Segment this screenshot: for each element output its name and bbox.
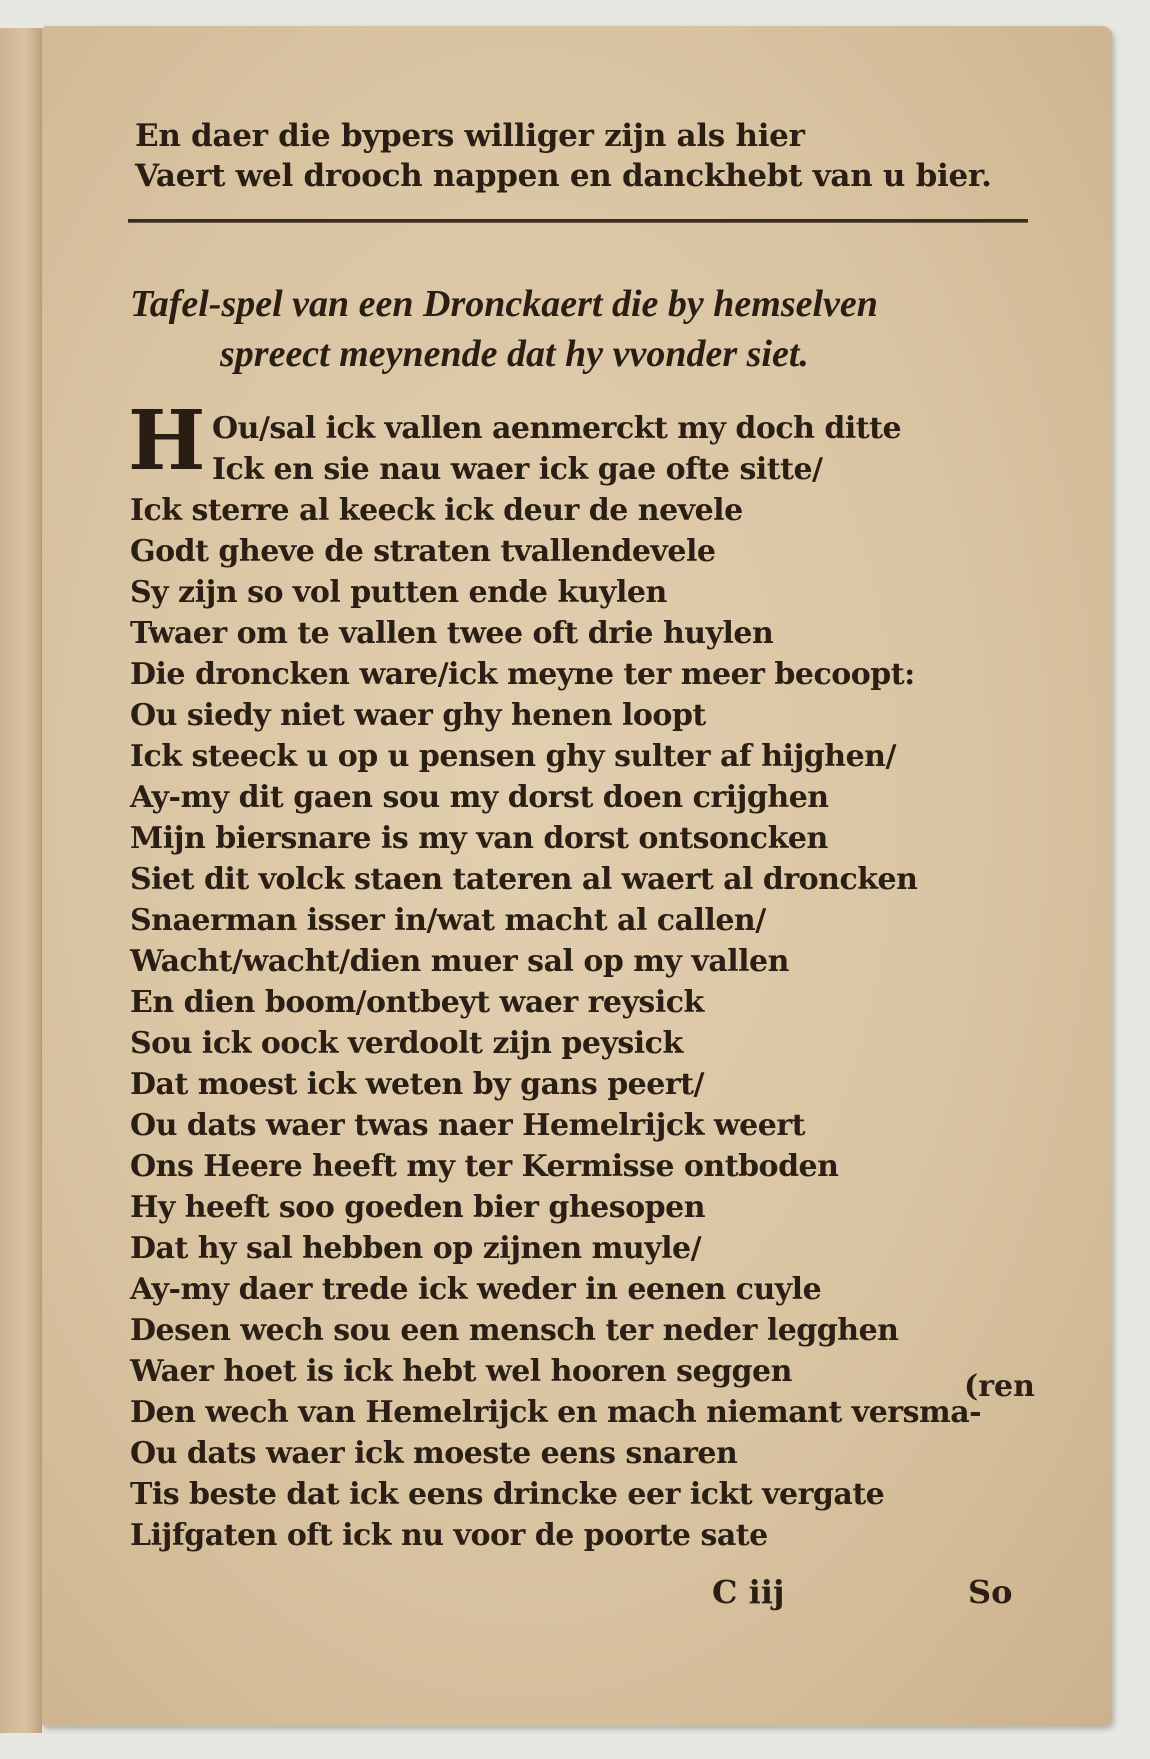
verse-line-7: Die droncken ware/ick meyne ter meer becoopt: — [130, 657, 915, 692]
verse-line-22: Ay-my daer trede ick weder in eenen cuyle — [130, 1272, 822, 1307]
verse-line-8: Ou siedy niet waer ghy henen loopt — [130, 698, 706, 733]
previous-page-edge — [0, 28, 42, 1733]
verse-line-3: Ick sterre al keeck ick deur de nevele — [130, 493, 743, 528]
catchword: So — [968, 1573, 1013, 1611]
poem-title-line-1: Tafel-spel van een Dronckaert die by hemselven — [130, 283, 878, 325]
verse-line-19: Ons Heere heeft my ter Kermisse ontboden — [130, 1149, 839, 1184]
verse-line-1: Ou/sal ick vallen aenmerckt my doch ditte — [212, 411, 902, 446]
verse-line-23: Desen wech sou een mensch ter neder legghen — [130, 1313, 899, 1348]
carryover-line-1: En daer die bypers williger zijn als hier — [135, 118, 805, 154]
drop-cap-initial: H — [128, 393, 206, 489]
verse-line-26: Ou dats waer ick moeste eens snaren — [130, 1436, 738, 1471]
verse-line-21: Dat hy sal hebben op zijnen muyle/ — [130, 1231, 702, 1266]
verse-line-17: Dat moest ick weten by gans peert/ — [130, 1067, 704, 1102]
verse-line-24: Waer hoet is ick hebt wel hooren seggen — [130, 1354, 792, 1389]
verse-line-10: Ay-my dit gaen sou my dorst doen crijghen — [130, 780, 829, 815]
poem-title-line-2: spreect meynende dat hy vvonder siet. — [220, 333, 809, 375]
verse-line-18: Ou dats waer twas naer Hemelrijck weert — [130, 1108, 806, 1143]
verse-line-6: Twaer om te vallen twee oft drie huylen — [130, 616, 774, 651]
verse-line-11: Mijn biersnare is my van dorst ontsoncken — [130, 821, 828, 856]
verse-line-12: Siet dit volck staen tateren al waert al droncken — [130, 862, 918, 897]
section-divider-rule — [128, 219, 1028, 223]
carryover-line-2: Vaert wel drooch nappen en danckhebt van u bier. — [135, 158, 992, 194]
verse-line-5: Sy zijn so vol putten ende kuylen — [130, 575, 667, 610]
verse-line-13: Snaerman isser in/wat macht al callen/ — [130, 903, 766, 938]
verse-line-2: Ick en sie nau waer ick gae ofte sitte/ — [212, 452, 823, 487]
verse-line-20: Hy heeft soo goeden bier ghesopen — [130, 1190, 706, 1225]
turned-line-fragment: (ren — [964, 1369, 1035, 1404]
verse-line-16: Sou ick oock verdoolt zijn peysick — [130, 1026, 683, 1061]
verse-line-25: Den wech van Hemelrijck en mach niemant versma- — [130, 1395, 982, 1430]
signature-mark: C iij — [712, 1573, 785, 1611]
verse-line-14: Wacht/wacht/dien muer sal op my vallen — [130, 944, 789, 979]
verse-line-9: Ick steeck u op u pensen ghy sulter af hijghen/ — [130, 739, 896, 774]
verse-line-27: Tis beste dat ick eens drincke eer ickt vergate — [130, 1477, 885, 1512]
verse-line-15: En dien boom/ontbeyt waer reysick — [130, 985, 704, 1020]
verse-line-4: Godt gheve de straten tvallendevele — [130, 534, 716, 569]
verse-line-28: Lijfgaten oft ick nu voor de poorte sate — [130, 1518, 768, 1553]
